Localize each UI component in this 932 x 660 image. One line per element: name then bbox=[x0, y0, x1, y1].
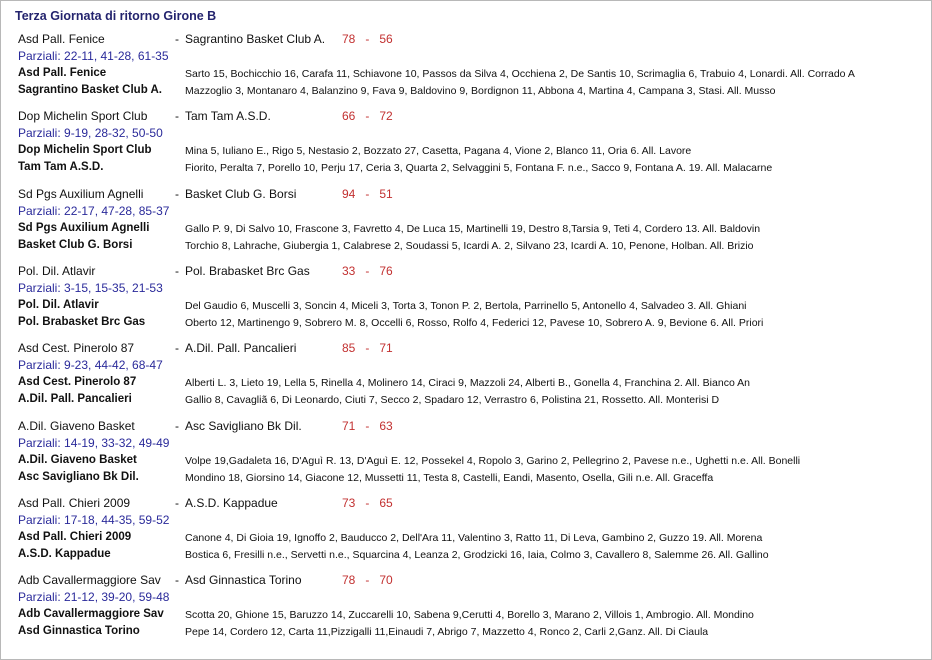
partial-scores: Parziali: 22-11, 41-28, 61-35 bbox=[18, 49, 169, 63]
home-team-label: Asd Pall. Chieri 2009 bbox=[18, 530, 132, 543]
match-block bbox=[18, 109, 918, 186]
score-home: 85 bbox=[342, 341, 356, 356]
home-players-list: Scotta 20, Ghione 15, Baruzzo 14, Zuccarelli 10, Sabena 9,Cerutti 4, Borello 3, Marano 2, Villois 1, Ambrogio. All. Mondino bbox=[185, 609, 754, 622]
away-players-list: Mondino 18, Giorsino 14, Giacone 12, Mussetti 11, Testa 8, Castelli, Eandi, Masento, Osella, Gili n.e. All. Graceffa bbox=[185, 471, 714, 484]
home-team-name: Pol. Dil. Atlavir bbox=[18, 263, 96, 278]
match-block bbox=[18, 496, 918, 573]
score-home: 78 bbox=[342, 32, 356, 46]
score-away: 76 bbox=[379, 263, 393, 278]
home-team-name: Sd Pgs Auxilium Agnelli bbox=[18, 186, 144, 201]
away-team-label: A.Dil. Pall. Pancalieri bbox=[18, 393, 132, 406]
home-players-list: Del Gaudio 6, Muscelli 3, Soncin 4, Miceli 3, Torta 3, Tonon P. 2, Bertola, Parrinello 5, Antonello 4, Salvadeo 3. All. Ghiani bbox=[185, 299, 747, 312]
score-separator: - bbox=[365, 573, 370, 588]
score-away: 56 bbox=[379, 32, 393, 46]
away-team-name: A.S.D. Kappadue bbox=[185, 495, 278, 510]
away-team-label: Asd Ginnastica Torino bbox=[18, 625, 140, 638]
away-players-list: Fiorito, Peralta 7, Porello 10, Perju 17, Ceria 3, Quarta 2, Selvaggini 5, Fontana F. n.e., Sacco 9, Fontana A. 19. All. Malacarne bbox=[185, 162, 773, 175]
final-score bbox=[342, 32, 393, 46]
partial-scores: Parziali: 22-17, 47-28, 85-37 bbox=[18, 203, 170, 218]
match-block bbox=[18, 419, 918, 496]
away-team-name: Asd Ginnastica Torino bbox=[185, 573, 302, 588]
home-players-list: Sarto 15, Bochicchio 16, Carafa 11, Schiavone 10, Passos da Silva 4, Occhiena 2, De Santis 10, Scrimaglia 6, Trabuio 4, Lonardi. All. Corrado A bbox=[185, 68, 855, 80]
final-score bbox=[342, 496, 393, 510]
away-players-list: Torchio 8, Lahrache, Giubergia 1, Calabrese 2, Soudassi 5, Icardi A. 2, Silvano 23, Icardi A. 10, Penone, Holban. All. Brizio bbox=[185, 239, 754, 252]
score-separator: - bbox=[365, 263, 370, 278]
score-away: 70 bbox=[379, 573, 393, 588]
score-home: 33 bbox=[342, 263, 356, 278]
versus-dash: - bbox=[175, 263, 179, 278]
versus-dash: - bbox=[175, 32, 179, 46]
final-score bbox=[342, 573, 393, 587]
partial-scores: Parziali: 17-18, 44-35, 59-52 bbox=[18, 512, 170, 527]
versus-dash: - bbox=[175, 418, 179, 433]
match-block bbox=[18, 573, 918, 650]
page-title: Terza Giornata di ritorno Girone B bbox=[15, 9, 217, 23]
away-team-name: A.Dil. Pall. Pancalieri bbox=[185, 341, 297, 356]
score-separator: - bbox=[365, 186, 370, 201]
away-team-label: Tam Tam A.S.D. bbox=[18, 161, 104, 174]
home-team-label: Adb Cavallermaggiore Sav bbox=[18, 608, 164, 621]
away-team-name: Tam Tam A.S.D. bbox=[185, 109, 271, 124]
partial-scores: Parziali: 21-12, 39-20, 59-48 bbox=[18, 590, 170, 605]
partial-scores: Parziali: 14-19, 33-32, 49-49 bbox=[18, 435, 170, 450]
home-players-list: Alberti L. 3, Lieto 19, Lella 5, Rinella 4, Molinero 14, Ciraci 9, Mazzoli 24, Alberti B., Gonella 4, Franchina 2. All. Bianco An bbox=[185, 377, 750, 390]
match-block bbox=[18, 32, 918, 109]
home-team-name: Asd Pall. Chieri 2009 bbox=[18, 495, 131, 510]
score-separator: - bbox=[365, 32, 370, 46]
match-block bbox=[18, 264, 918, 341]
away-players-list: Bostica 6, Fresilli n.e., Servetti n.e., Squarcina 4, Leanza 2, Grodzicki 16, Iaia, Colmo 3, Cavallero 8, Salemme 26. All. Gallino bbox=[185, 548, 769, 561]
versus-dash: - bbox=[175, 186, 179, 201]
score-separator: - bbox=[365, 109, 370, 124]
score-home: 94 bbox=[342, 186, 356, 201]
score-home: 73 bbox=[342, 495, 356, 510]
score-away: 51 bbox=[379, 186, 393, 201]
away-team-label: Basket Club G. Borsi bbox=[18, 238, 133, 251]
versus-dash: - bbox=[175, 495, 179, 510]
final-score bbox=[342, 341, 393, 355]
score-home: 71 bbox=[342, 418, 356, 433]
home-team-label: Pol. Dil. Atlavir bbox=[18, 298, 99, 311]
home-team-name: Asd Pall. Fenice bbox=[18, 32, 105, 46]
versus-dash: - bbox=[175, 573, 179, 588]
away-team-name: Pol. Brabasket Brc Gas bbox=[185, 263, 310, 278]
home-players-list: Mina 5, Iuliano E., Rigo 5, Nestasio 2, Bozzato 27, Casetta, Pagana 4, Vione 2, Blanco 11, Oria 6. All. Lavore bbox=[185, 145, 692, 158]
score-separator: - bbox=[365, 495, 370, 510]
home-team-name: Adb Cavallermaggiore Sav bbox=[18, 573, 161, 588]
away-team-label: Sagrantino Basket Club A. bbox=[18, 84, 162, 96]
score-away: 71 bbox=[379, 341, 393, 356]
home-players-list: Canone 4, Di Gioia 19, Ignoffo 2, Bauducco 2, Dell'Ara 11, Valentino 3, Ratto 11, Di Leva, Gambino 2, Guzzo 19. All. Morena bbox=[185, 531, 763, 544]
match-block bbox=[18, 187, 918, 264]
final-score bbox=[342, 264, 393, 278]
score-separator: - bbox=[365, 341, 370, 356]
away-team-name: Basket Club G. Borsi bbox=[185, 186, 297, 201]
home-team-name: A.Dil. Giaveno Basket bbox=[18, 418, 135, 433]
score-separator: - bbox=[365, 418, 370, 433]
home-players-list: Gallo P. 9, Di Salvo 10, Frascone 3, Favretto 4, De Luca 15, Martinelli 19, Destro 8,Tarsia 9, Teti 4, Cordero 13. All. Baldovin bbox=[185, 222, 761, 235]
away-players-list: Pepe 14, Cordero 12, Carta 11,Pizzigalli 11,Einaudi 7, Abrigo 7, Mazzetto 4, Ronco 2, Carli 2,Ganz. All. Di Ciaula bbox=[185, 626, 709, 639]
away-team-name: Asc Savigliano Bk Dil. bbox=[185, 418, 302, 433]
home-team-label: Asd Pall. Fenice bbox=[18, 67, 107, 79]
home-players-list: Volpe 19,Gadaleta 16, D'Aguì R. 13, D'Aguì E. 12, Possekel 4, Ropolo 3, Garino 2, Pellegrino 2, Pavese n.e., Ughetti n.e. All. Bonelli bbox=[185, 454, 801, 467]
score-away: 65 bbox=[379, 495, 393, 510]
versus-dash: - bbox=[175, 109, 179, 124]
away-team-label: A.S.D. Kappadue bbox=[18, 547, 111, 560]
away-team-name: Sagrantino Basket Club A. bbox=[185, 32, 326, 46]
away-team-label: Pol. Brabasket Brc Gas bbox=[18, 315, 146, 328]
score-away: 63 bbox=[379, 418, 393, 433]
home-team-label: Dop Michelin Sport Club bbox=[18, 144, 152, 157]
match-block bbox=[18, 341, 918, 418]
score-home: 66 bbox=[342, 109, 356, 124]
home-team-name: Asd Cest. Pinerolo 87 bbox=[18, 341, 135, 356]
home-team-label: A.Dil. Giaveno Basket bbox=[18, 453, 137, 466]
home-team-label: Asd Cest. Pinerolo 87 bbox=[18, 376, 137, 389]
away-players-list: Gallio 8, Cavagliã 6, Di Leonardo, Ciuti 7, Secco 2, Spadaro 12, Verrastro 6, Polistina 21, Rossetto. All. Monterisi D bbox=[185, 394, 720, 407]
away-team-label: Asc Savigliano Bk Dil. bbox=[18, 470, 139, 483]
final-score bbox=[342, 109, 393, 123]
away-players-list: Mazzoglio 3, Montanaro 4, Balanzino 9, Fava 9, Baldovino 9, Bordignon 11, Abbona 4, Martina 4, Campana 3, Stasi. All. Musso bbox=[185, 85, 776, 97]
partial-scores: Parziali: 3-15, 15-35, 21-53 bbox=[18, 280, 163, 295]
final-score bbox=[342, 419, 393, 433]
home-team-name: Dop Michelin Sport Club bbox=[18, 109, 148, 124]
score-home: 78 bbox=[342, 573, 356, 588]
home-team-label: Sd Pgs Auxilium Agnelli bbox=[18, 221, 150, 234]
final-score bbox=[342, 187, 393, 201]
partial-scores: Parziali: 9-23, 44-42, 68-47 bbox=[18, 358, 163, 373]
partial-scores: Parziali: 9-19, 28-32, 50-50 bbox=[18, 126, 163, 141]
score-away: 72 bbox=[379, 109, 393, 124]
away-players-list: Oberto 12, Martinengo 9, Sobrero M. 8, Occelli 6, Rosso, Rolfo 4, Federici 12, Pavese 10, Sobrero A. 9, Bevione 6. All. Priori bbox=[185, 316, 764, 329]
versus-dash: - bbox=[175, 341, 179, 356]
